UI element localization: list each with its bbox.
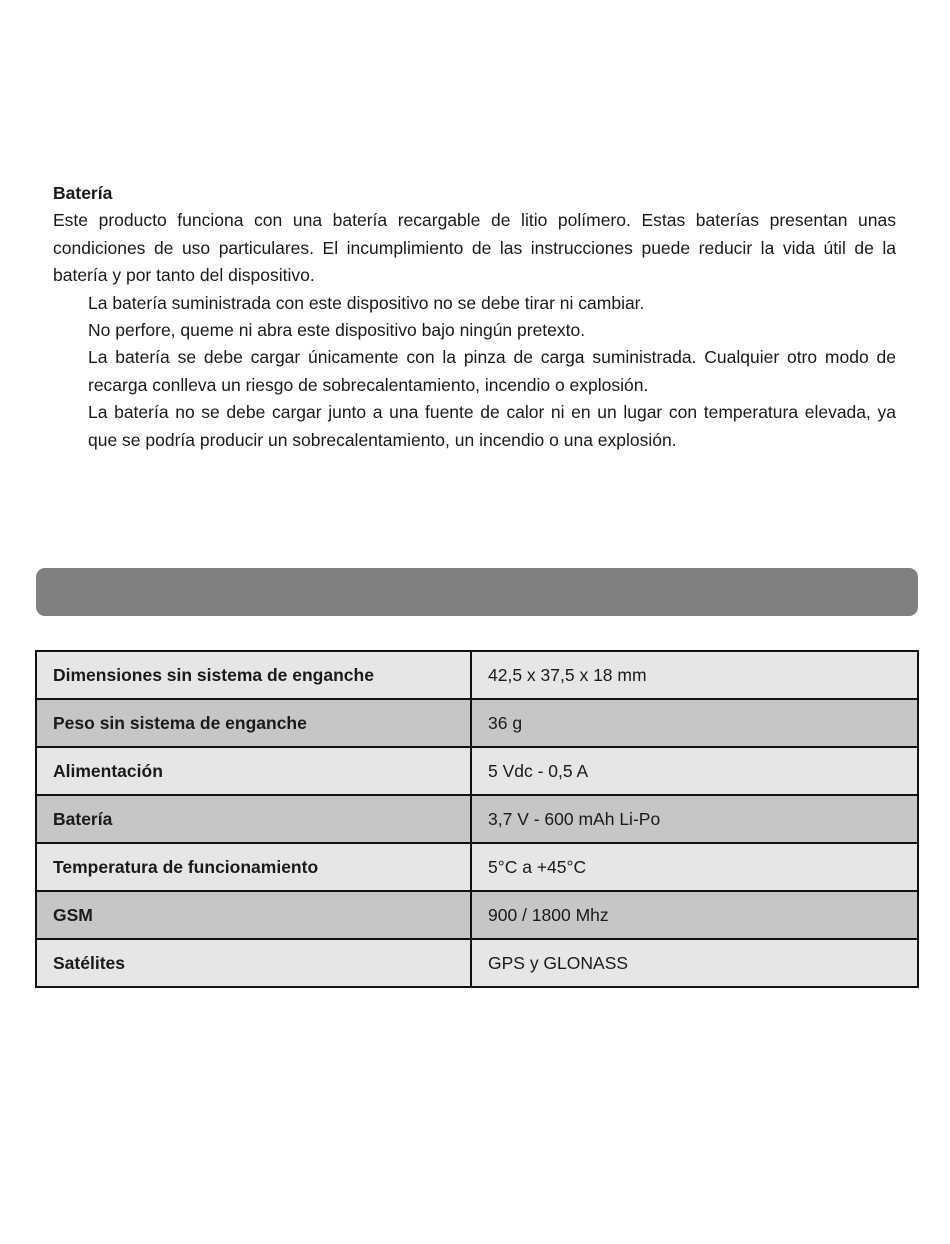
list-item: La batería se debe cargar únicamente con la pinza de carga suministrada. Cualquier otro modo de recarga conlleva un riesgo de sobrecalentamiento, incendio o explosión.: [88, 347, 896, 395]
spec-value: 42,5 x 37,5 x 18 mm: [471, 651, 918, 699]
section-title: Batería: [53, 183, 113, 203]
spec-label: Alimentación: [36, 747, 471, 795]
spec-label: Temperatura de funcionamiento: [36, 843, 471, 891]
spec-value: 5°C a +45°C: [471, 843, 918, 891]
spec-value: GPS y GLONASS: [471, 939, 918, 987]
table-row: [36, 939, 918, 987]
table-row: [36, 747, 918, 795]
spec-value: 3,7 V - 600 mAh Li-Po: [471, 795, 918, 843]
list-item: La batería no se debe cargar junto a una fuente de calor ni en un lugar con temperatura elevada, ya que se podría producir un sobrecalentamiento, un incendio o una explosión.: [88, 402, 896, 450]
section-header-band: [36, 568, 918, 616]
spec-label: Satélites: [36, 939, 471, 987]
list-item: La batería suministrada con este dispositivo no se debe tirar ni cambiar.: [88, 292, 645, 313]
table-row: [36, 891, 918, 939]
spec-label: Dimensiones sin sistema de enganche: [36, 651, 471, 699]
spec-value: 36 g: [471, 699, 918, 747]
table-row: [36, 843, 918, 891]
intro-paragraph: Este producto funciona con una batería recargable de litio polímero. Estas baterías presentan unas condiciones de uso particulares. El incumplimiento de las instrucciones puede reducir la vida útil de la batería y por tanto del dispositivo.: [53, 210, 896, 286]
specs-table: [35, 650, 919, 988]
table-row: [36, 651, 918, 699]
spec-value: 5 Vdc - 0,5 A: [471, 747, 918, 795]
spec-label: Batería: [36, 795, 471, 843]
table-row: [36, 699, 918, 747]
list-item: No perfore, queme ni abra este dispositivo bajo ningún pretexto.: [88, 320, 586, 341]
battery-section: [53, 180, 896, 454]
spec-label: GSM: [36, 891, 471, 939]
spec-value: 900 / 1800 Mhz: [471, 891, 918, 939]
table-row: [36, 795, 918, 843]
battery-instructions-list: [53, 290, 896, 454]
spec-label: Peso sin sistema de enganche: [36, 699, 471, 747]
